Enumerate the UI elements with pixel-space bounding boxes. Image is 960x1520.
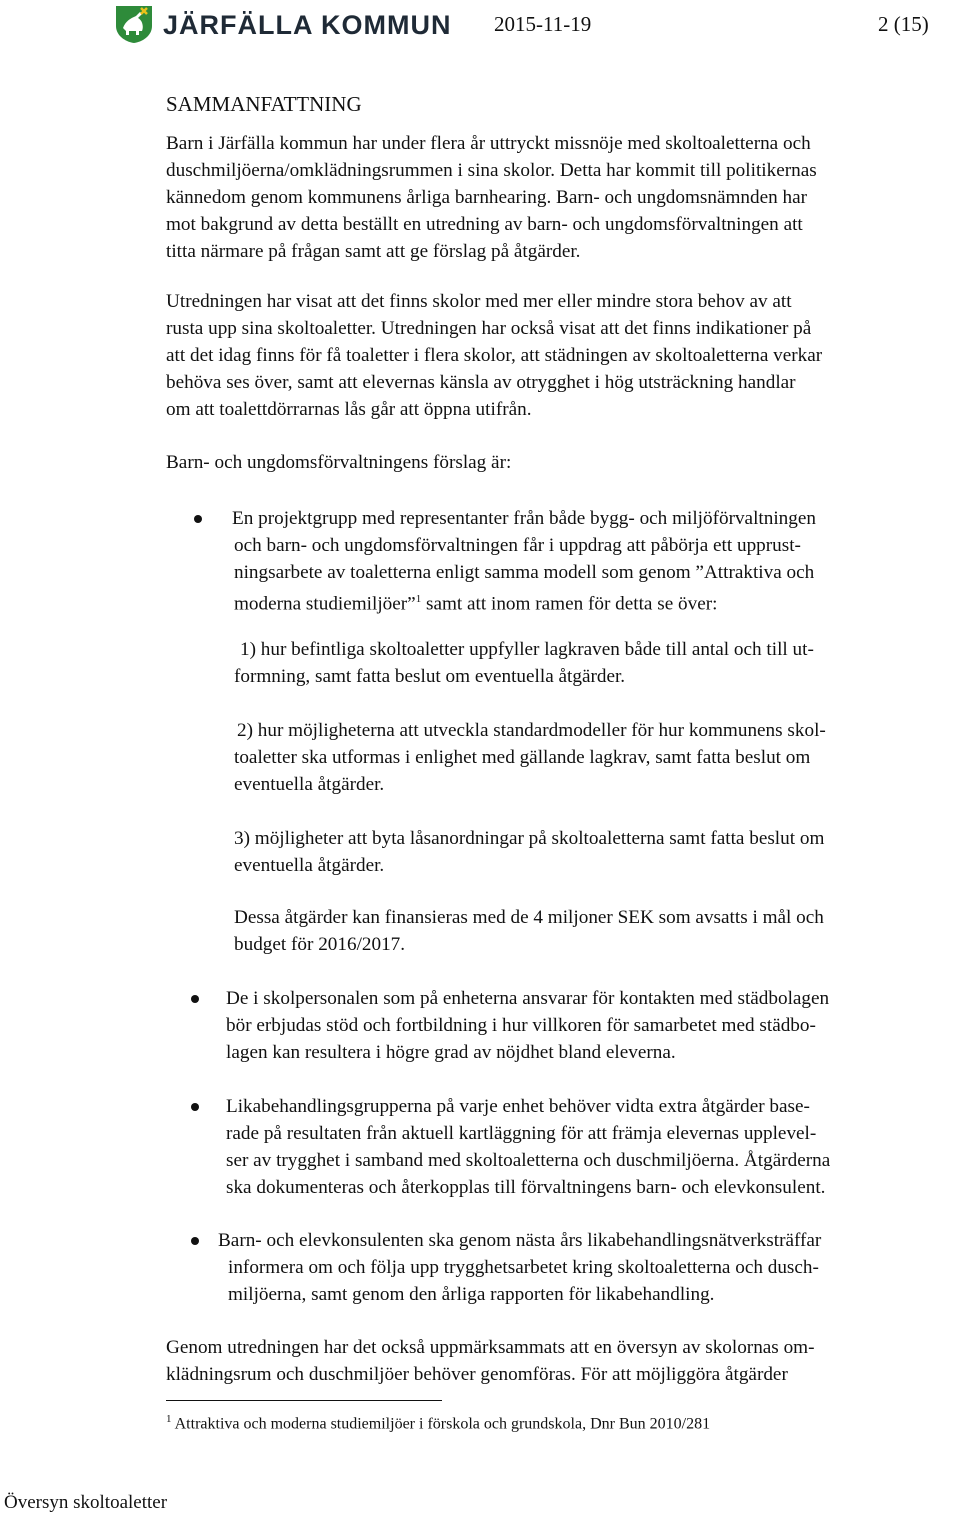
text-line: miljöerna, samt genom den årliga rapporten för likabehandling. (228, 1284, 715, 1305)
text-line: rusta upp sina skoltoaletter. Utredningen har också visat att det finns indikationer på (166, 318, 812, 339)
text-line: kännedom genom kommunens årliga barnhearing. Barn- och ungdomsnämnden har (166, 187, 808, 208)
text-line: duschmiljöerna/omklädningsrummen i sina skolor. Detta har kommit till politikernas (166, 160, 817, 181)
footnote-reference: 1 (415, 593, 422, 605)
text-line: Utredningen har visat att det finns skolor med mer eller mindre stora behov av att (166, 291, 792, 312)
text-line: Genom utredningen har det också uppmärksammats att en översyn av skolornas om- (166, 1337, 815, 1358)
footnote-number: 1 (166, 1413, 172, 1425)
text-line: 1) hur befintliga skoltoaletter uppfyller lagkraven både till antal och till ut- (240, 639, 814, 660)
text-line: ska dokumenteras och återkopplas till förvaltningens barn- och elevkonsulent. (226, 1177, 826, 1198)
text-line: De i skolpersonalen som på enheterna ansvarar för kontakten med städbolagen (226, 988, 830, 1009)
section-heading: SAMMANFATTNING (166, 92, 362, 116)
bullet-marker (191, 1103, 199, 1111)
text-line: och barn- och ungdomsförvaltningen får i uppdrag att påbörja ett upprust- (234, 535, 801, 556)
text-line: Barn- och elevkonsulenten ska genom nästa års likabehandlingsnätverksträffar (218, 1230, 822, 1251)
text-line: formning, samt fatta beslut om eventuella åtgärder. (234, 666, 626, 687)
text-line: eventuella åtgärder. (234, 855, 385, 876)
summary-paragraph-2 (166, 288, 956, 423)
proposal-intro (166, 449, 956, 476)
bullet-item-3 (226, 1093, 830, 1201)
bullet-marker (191, 995, 199, 1003)
bullet-item-4 (218, 1227, 821, 1308)
text-line: klädningsrum och duschmiljöer behöver genomföras. För att möjliggöra åtgärder (166, 1364, 788, 1385)
text-line: toaletter ska utformas i enlighet med gällande lagkrav, samt fatta beslut om (234, 747, 811, 768)
sub-item-2 (234, 717, 826, 798)
text-line: rade på resultaten från aktuell kartläggning för att främja elevernas upplevel- (226, 1123, 817, 1144)
text-line: titta närmare på frågan samt att ge förslag på åtgärder. (166, 241, 581, 262)
page-number: 2 (15) (878, 12, 929, 36)
funding-note (234, 904, 824, 958)
text-line: ser av trygghet i samband med skoltoaletterna och duschmiljöerna. Åtgärderna (226, 1150, 831, 1171)
summary-paragraph-4 (166, 1334, 956, 1388)
text-fragment: samt att inom ramen för detta se över: (421, 593, 718, 615)
bullet-marker (194, 515, 202, 523)
text-line: informera om och följa upp trygghetsarbetet kring skoltoaletterna och dusch- (228, 1257, 819, 1278)
text-line: Likabehandlingsgrupperna på varje enhet behöver vidta extra åtgärder base- (226, 1096, 810, 1117)
footnote-text: Attraktiva och moderna studiemiljöer i förskola och grundskola, Dnr Bun 2010/281 (171, 1415, 711, 1433)
text-line: Barn- och ungdomsförvaltningens förslag är: (166, 452, 512, 473)
footnote-separator (166, 1400, 442, 1401)
text-line: mot bakgrund av detta beställt en utredning av barn- och ungdomsförvaltningen att (166, 214, 803, 235)
text-line: budget för 2016/2017. (234, 934, 406, 955)
text-fragment: moderna studiemiljöer” (234, 593, 416, 615)
text-line: 3) möjligheter att byta låsanordningar på skoltoaletterna samt fatta beslut om (234, 828, 825, 849)
text-line: ningsarbete av toaletterna enligt samma modell som genom ”Attraktiva och (234, 562, 815, 583)
text-line: Barn i Järfälla kommun har under flera år uttryckt missnöje med skoltoaletterna och (166, 133, 811, 154)
bullet-item-1 (232, 505, 816, 617)
bullet-marker (191, 1237, 199, 1245)
document-date: 2015-11-19 (494, 12, 592, 36)
text-line: lagen kan resultera i högre grad av nöjdhet bland eleverna. (226, 1042, 676, 1063)
sub-item-3 (234, 825, 824, 879)
text-line: behöva ses över, samt att elevernas känsla av otrygghet i hög utsträckning handlar (166, 372, 796, 393)
municipal-shield-logo (114, 4, 154, 44)
summary-paragraph-1 (166, 130, 956, 265)
text-line: eventuella åtgärder. (234, 774, 385, 795)
text-line: Dessa åtgärder kan finansieras med de 4 miljoner SEK som avsatts i mål och (234, 907, 824, 928)
text-line: 2) hur möjligheterna att utveckla standardmodeller för hur kommunens skol- (237, 720, 826, 741)
logo-wordmark: JÄRFÄLLA KOMMUN (163, 10, 452, 40)
footnote (166, 1413, 710, 1433)
text-line: bör erbjudas stöd och fortbildning i hur villkoren för samarbetet med städbo- (226, 1015, 816, 1036)
text-line: om att toalettdörrarnas lås går att öppna utifrån. (166, 399, 532, 420)
bullet-item-2 (226, 985, 829, 1066)
sub-item-1 (234, 636, 814, 690)
document-footer: Översyn skoltoaletter (4, 1492, 168, 1513)
text-line: En projektgrupp med representanter från både bygg- och miljöförvaltningen (232, 508, 816, 529)
text-line: att det idag finns för få toaletter i flera skolor, att städningen av skoltoaletterna verkar (166, 345, 823, 366)
